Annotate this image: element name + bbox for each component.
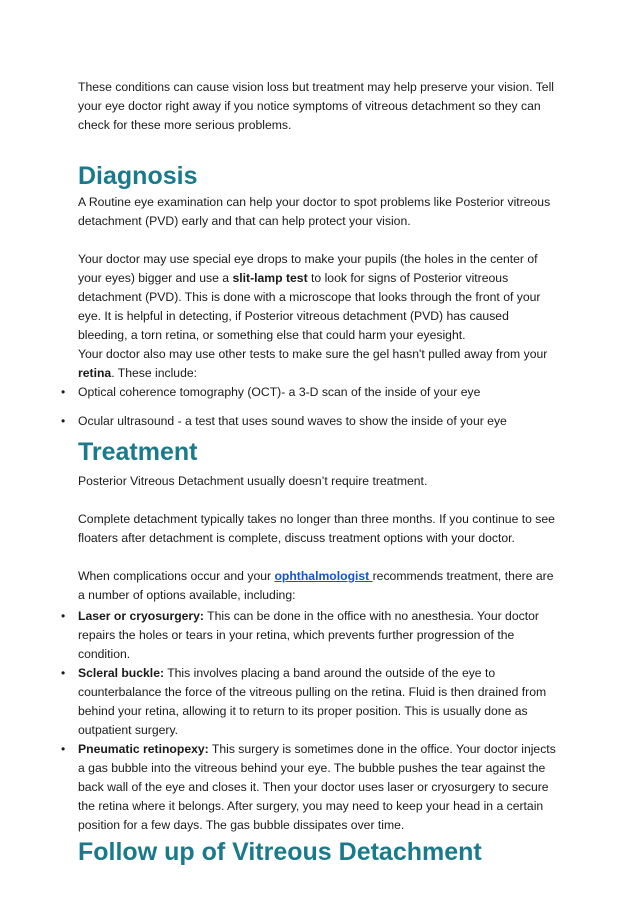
bullet-icon: •	[61, 414, 66, 428]
treatment-paragraph-2: Complete detachment typically takes no longer than three months. If you continue to see floaters after detachment is complete, discuss treatment options with your doctor.	[78, 512, 555, 545]
treatment-paragraph-1: Posterior Vitreous Detachment usually doesn’t require treatment.	[78, 474, 428, 488]
bullet-icon: •	[61, 385, 66, 399]
bullet-icon: •	[61, 742, 66, 756]
retina-term: retina	[78, 366, 112, 380]
ophthalmologist-link[interactable]: ophthalmologist	[274, 569, 373, 583]
diagnosis-paragraph-1: A Routine eye examination can help your doctor to spot problems like Posterior vitreous detachment (PVD) early and that can help protect your vision.	[78, 195, 551, 228]
treatment-options-list	[61, 607, 558, 835]
list-item: • Pneumatic retinopexy: This surgery is sometimes done in the office. Your doctor injects a gas bubble into the vitreous behind your eye. The bubble pushes the tear against the back wall of the eye and closes it. Then your doctor uses laser or cryosurgery to secure the retina where it belongs. After surgery, you may need to keep your head in a certain position for a few days. The gas bubble dissipates over time.	[61, 742, 556, 832]
diagnosis-heading: Diagnosis	[78, 162, 198, 190]
treatment-heading: Treatment	[78, 438, 198, 466]
option-name: Pneumatic retinopexy:	[78, 742, 209, 756]
list-item: • Scleral buckle: This involves placing a band around the outside of the eye to counterbalance the force of the vitreous pulling on the retina. Fluid is then drained from behind your retina, allowing it to return to its proper position. This is usually done as outpatient surgery.	[61, 666, 547, 737]
bullet-icon: •	[61, 609, 66, 623]
diagnosis-paragraph-3: Your doctor also may use other tests to make sure the gel hasn't pulled away from your retina. These include:	[78, 347, 548, 380]
option-name: Laser or cryosurgery:	[78, 609, 204, 623]
diagnosis-tests-list	[61, 383, 558, 431]
list-item: • Laser or cryosurgery: This can be done in the office with no anesthesia. Your doctor repairs the holes or tears in your retina, which prevents further progression of the condition.	[61, 609, 539, 661]
document-content	[61, 78, 558, 867]
option-name: Scleral buckle:	[78, 666, 165, 680]
bullet-icon: •	[61, 666, 66, 680]
intro-paragraph: These conditions can cause vision loss but treatment may help preserve your vision. Tell your eye doctor right away if you notice symptoms of vitreous detachment so they can check for these more serious problems.	[78, 80, 555, 132]
diagnosis-paragraph-2: Your doctor may use special eye drops to make your pupils (the holes in the center of your eyes) bigger and use a slit-lamp test to look for signs of Posterior vitreous detachment (PVD). This is done with a microscope that looks through the front of your eye. It is helpful in detecting, if Posterior vitreous detachment (PVD) has caused bleeding, a torn retina, or something else that could harm your eyesight.	[78, 252, 541, 342]
list-item: • Ocular ultrasound - a test that uses sound waves to show the inside of your eye	[78, 412, 558, 431]
list-item: • Optical coherence tomography (OCT)- a 3-D scan of the inside of your eye	[78, 383, 558, 402]
slit-lamp-test-term: slit-lamp test	[232, 271, 308, 285]
followup-heading: Follow up of Vitreous Detachment	[78, 838, 482, 866]
treatment-paragraph-3: When complications occur and your ophthalmologist recommends treatment, there are a number of options available, including:	[78, 569, 554, 602]
